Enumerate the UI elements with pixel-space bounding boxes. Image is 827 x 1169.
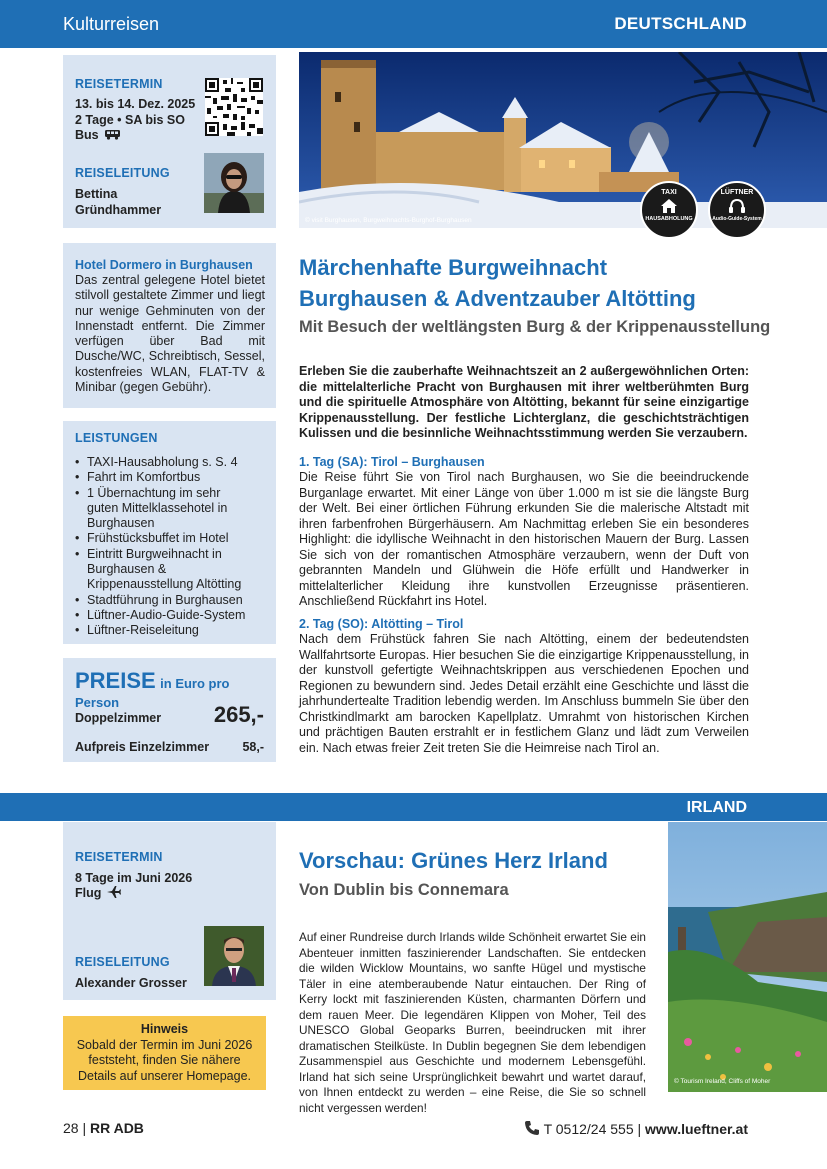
audio-guide-badge: [708, 181, 766, 239]
footer-divider: |: [82, 1120, 90, 1136]
hotel-box: [63, 243, 276, 408]
section-bar-ireland: [0, 793, 827, 821]
hotel-title: Hotel Dormero in Burghausen: [75, 258, 253, 272]
footer-page: [63, 1120, 144, 1136]
list-item: • Stadtführung in Burghausen: [75, 593, 270, 608]
doppelzimmer-price: 265,-: [213, 702, 264, 727]
page-number: 28: [63, 1120, 79, 1136]
plane-icon: [107, 886, 121, 902]
trip-subtitle: Mit Besuch der weltlängsten Burg & der Krippenausstellung: [299, 318, 771, 336]
phone-number[interactable]: T 0512/24 555: [543, 1121, 634, 1137]
leistungen-label: LEISTUNGEN: [75, 431, 158, 445]
phone-icon: [524, 1120, 540, 1139]
list-item: • Lüftner-Audio-Guide-System: [75, 608, 270, 623]
trip-title-line2: Burghausen & Adventzauber Altötting: [299, 286, 696, 311]
day1-title: 1. Tag (SA): Tirol – Burghausen: [299, 455, 485, 469]
list-item: • Eintritt Burgweihnacht in Burghausen & Krippenausstellung Altötting: [75, 547, 260, 593]
trip-intro: Erleben Sie die zauberhafte Weihnachtszeit an 2 außergewöhnlichen Orten: die mittelalterliche Pracht von Burghausen mit ihrer weltberühmten Burg und die spirituelle Atmosphäre von Altötting, bekannt für seine einzigartige Krippenausstellung. Der festliche Lichterglanz, die geschichtsträchtigen Kulissen und die besinnliche Weihnachtsstimmung werden Sie verzaubern.: [299, 364, 749, 440]
trip2-transport: [75, 885, 121, 902]
catalog-code: RR ADB: [90, 1120, 144, 1136]
house-icon: [642, 198, 696, 216]
leistungen-box: [63, 421, 276, 644]
taxi-badge-bottom: HAUSABHOLUNG: [645, 216, 693, 222]
photo-credit: © visit Burghausen, Burgweihnachts-Burghof-Burghausen: [305, 217, 472, 224]
hinweis-text: Sobald der Termin im Juni 2026 feststeht, finden Sie nähere Details auf unserer Homepage.: [76, 1037, 253, 1083]
preise-title: PREISE: [75, 668, 156, 693]
photo-credit-2: © Tourism Ireland, Cliffs of Moher: [674, 1078, 771, 1085]
guide2-photo: [204, 926, 264, 986]
trip2-date: 8 Tage im Juni 2026: [75, 871, 193, 885]
bus-icon: [105, 128, 121, 144]
taxi-badge-top: TAXI: [661, 189, 677, 196]
section-label: Kulturreisen: [63, 14, 160, 34]
einzelzimmer-price: 58,-: [242, 740, 264, 754]
trip-transport: [75, 127, 121, 144]
reisetermin-label-2: REISETERMIN: [75, 850, 163, 864]
einzelzimmer-label: Aufpreis Einzelzimmer: [75, 740, 210, 754]
list-item: • Frühstücksbuffet im Hotel: [75, 531, 270, 546]
trip2-description: Auf einer Rundreise durch Irlands wilde Schönheit erwartet Sie ein Abenteuer inmitten faszinierender Landschaften. Sie entdecken die wilden Wicklow Mountains, wo sanfte Hügel und mystische Täler in eine atemberaubende Natur eintauchen. Der Ring of Kerry lockt mit faszinierenden Küsten, charmanten Dörfern und dem rauen Meer. Die legendären Klippen von Moher, Teil des UNESCO Global Geoparks Burren, beeindrucken mit ihrer dramatischen Steilküste. In Dublin begegnen Sie dem lebendigen Zusammenspiel aus Geschichte und modernem Lebensgefühl. Irland hat sich seine Ursprünglichkeit bewahrt und wartet darauf, von Ihnen entdeckt zu werden – eine Reise, die Sie so schnell nicht vergessen werden!: [299, 930, 646, 1115]
reiseleitung-label: REISELEITUNG: [75, 166, 170, 180]
country-label: DEUTSCHLAND: [614, 14, 747, 33]
guide-first-name: Bettina: [75, 187, 118, 201]
trip-title: [299, 252, 696, 314]
guide-last-name: Gründhammer: [75, 203, 162, 217]
preise-box: [63, 658, 276, 762]
trip2-guide: Alexander Grosser: [75, 976, 187, 990]
list-item: • 1 Übernachtung im sehr guten Mittelklassehotel in Burghausen: [75, 486, 235, 532]
trip-duration: 2 Tage • SA bis SO: [75, 113, 185, 127]
reisetermin-label: REISETERMIN: [75, 77, 163, 91]
top-bar: [0, 0, 827, 48]
cliffs-photo: [668, 822, 827, 1092]
doppelzimmer-label: Doppelzimmer: [75, 711, 162, 725]
transport-label-2: Flug: [75, 886, 102, 900]
hinweis-title: Hinweis: [140, 1022, 189, 1036]
leistungen-list: [75, 455, 270, 639]
day2-title: 2. Tag (SO): Altötting – Tirol: [299, 617, 464, 631]
taxi-badge: [640, 181, 698, 239]
transport-label: Bus: [75, 128, 99, 142]
list-item: • Lüftner-Reiseleitung: [75, 623, 270, 638]
trip2-title: Vorschau: Grünes Herz Irland: [299, 848, 608, 873]
preise-subtitle: in Euro pro Person: [75, 676, 230, 710]
guide-photo: [204, 153, 264, 213]
trip-date: 13. bis 14. Dez. 2025: [75, 97, 196, 111]
trip2-subtitle: Von Dublin bis Connemara: [299, 881, 509, 899]
qr-code-graphic: [205, 78, 263, 136]
day2-text: Nach dem Frühstück fahren Sie nach Altötting, einem der bedeutendsten Wallfahrtsorte Europas. Hier besuchen Sie die einzigartige Krippenausstellung, in der kunstvoll gefertigte Weihnachtskrippen aus verschiedenen Epochen und Regionen zu bewundern sind. Jedes Detail erzählt eine Geschichte und lässt die jahrhundertealte Tradition lebendig werden. Im Anschluss bummeln Sie über den Christkindlmarkt am barocken Kapellplatz. Umrahmt von historischen Kirchen und prächtigen Bauten erstrahlt er in festlichem Glanz und lädt zum Verweilen ein. Nach etwas freier Zeit treten Sie die Heimreise nach Tirol an.: [299, 632, 749, 755]
reiseleitung-label-2: REISELEITUNG: [75, 955, 170, 969]
list-item: • TAXI-Hausabholung s. S. 4: [75, 455, 270, 470]
list-item: • Fahrt im Komfortbus: [75, 470, 270, 485]
day1-text: Die Reise führt Sie von Tirol nach Burghausen, wo Sie die beeindruckende Burganlage erwartet. Mit einer Länge von über 1.000 m ist sie die längste Burg der Welt. Bei einer örtlichen Führung erkunden Sie die malerische Altstadt mit ihren farbenfrohen Bürgerhäusern. Am Nachmittag erleben Sie ein besonderes Highlight: die idyllische Weihnacht in den historischen Mauern der Burg. Lassen Sie sich von der romantischen Atmosphäre verzaubern, wenn der Duft von gebrannten Mandeln und Glühwein die Höfe erfüllt und Handwerker in mittelalterlicher Kleidung ihre kunstvollen Erzeugnisse präsentieren. Anschließend Rückfahrt ins Hotel.: [299, 470, 749, 608]
country-label-ireland: IRLAND: [686, 799, 747, 816]
headset-icon: [710, 198, 764, 216]
footer-contact: [524, 1120, 748, 1139]
audio-badge-top: LÜFTNER: [720, 189, 754, 196]
audio-badge-bottom: Audio-Guide-System: [712, 216, 762, 222]
footer-divider-2: |: [637, 1121, 646, 1137]
website-link[interactable]: www.lueftner.at: [645, 1121, 748, 1137]
hotel-description: Das zentral gelegene Hotel bietet stilvoll gestaltete Zimmer und liegt nur wenige Gehminuten von der Innenstadt entfernt. Die Zimmer verfügen über Bad mit Dusche/WC, Schreibtisch, Sessel, kostenfreies WLAN, FLAT-TV & Minibar (gegen Gebühr).: [75, 273, 265, 395]
hinweis-box: [63, 1016, 266, 1090]
qr-code[interactable]: [205, 78, 263, 136]
trip-title-line1: Märchenhafte Burgweihnacht: [299, 255, 608, 280]
